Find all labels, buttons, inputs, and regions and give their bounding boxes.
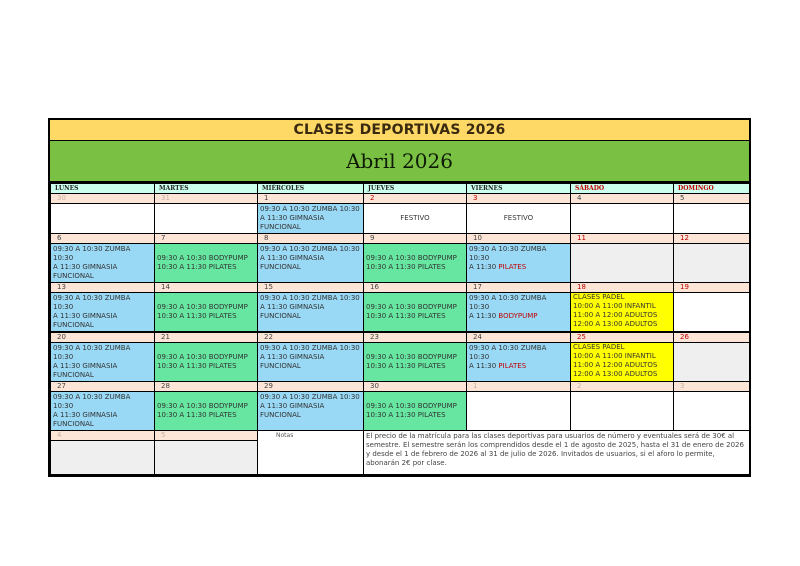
date-cell: 5 [674,194,750,204]
date-cell: 20 [51,332,155,343]
weekday-friday: VIERNES [467,184,571,194]
date-cell: 11 [571,234,674,244]
class-cell-bodypump [155,392,258,431]
date-row [51,431,750,441]
class-line: 09:30 A 10:30 BODYPUMP [157,353,248,361]
class-line: 09:30 A 10:30 BODYPUMP [157,303,248,311]
date-cell: 8 [258,234,364,244]
class-cell-zumba [258,392,364,431]
class-line: 09:30 A 10:30 BODYPUMP [157,254,248,262]
class-line: 09:30 A 10:30 ZUMBA 10:30 [260,294,360,302]
class-line: 09:30 A 10:30 ZUMBA 10:30 [260,245,360,253]
class-line: 12:00 A 13:00 ADULTOS [573,320,658,328]
class-line: A 11:30 GIMNASIA [53,411,118,419]
class-line: A 11:30 GIMNASIA [260,254,325,262]
class-cell-empty [674,343,750,382]
class-cell-bodypump [364,293,467,333]
date-cell: 30 [364,382,467,392]
date-cell: 17 [467,283,571,293]
class-line: FUNCIONAL [260,223,301,231]
calendar-sheet [48,118,751,477]
date-cell: 27 [51,382,155,392]
holiday-cell: FESTIVO [467,204,571,234]
class-cell-bodypump [364,392,467,431]
date-cell: 28 [155,382,258,392]
class-cell-empty [571,204,674,234]
weekday-thursday: JUEVES [364,184,467,194]
class-line: 09:30 A 10:30 BODYPUMP [366,303,457,311]
date-cell: 4 [571,194,674,204]
class-line: 10:30 A 11:30 PILATES [366,411,446,419]
class-cell-empty [571,244,674,283]
class-line: A 11:30 GIMNASIA [53,312,118,320]
class-line: 09:30 A 10:30 ZUMBA 10:30 [53,393,131,410]
class-line: FUNCIONAL [260,312,301,320]
class-cell-zumba [258,343,364,382]
date-cell: 7 [155,234,258,244]
weekday-wednesday: MIÉRCOLES [258,184,364,194]
class-cell-zumba [51,343,155,382]
class-row [51,392,750,431]
date-cell: 3 [467,194,571,204]
class-cell-bodypump [364,244,467,283]
class-line: A 11:30 GIMNASIA [260,214,325,222]
class-line: FUNCIONAL [260,362,301,370]
date-row [51,382,750,392]
date-row [51,283,750,293]
date-cell: 16 [364,283,467,293]
document-title: CLASES DEPORTIVAS 2026 [50,120,749,141]
class-line: CLASES PADEL [573,293,625,301]
class-cell-empty [674,204,750,234]
class-cell-zumba [51,244,155,283]
class-cell-empty [571,392,674,431]
class-cell-bodypump [155,343,258,382]
class-name-highlight: PILATES [498,362,527,370]
class-line: A 11:30 BODYPUMP [469,312,538,320]
date-cell: 4 [51,431,155,441]
class-line: 09:30 A 10:30 ZUMBA 10:30 [53,344,131,361]
class-cell-empty [674,293,750,333]
class-row [51,293,750,333]
date-cell: 10 [467,234,571,244]
class-line: 11:00 A 12:00 ADULTOS [573,311,658,319]
class-cell-bodypump [364,343,467,382]
class-row [51,343,750,382]
class-line: 10:30 A 11:30 PILATES [157,362,237,370]
calendar-grid [50,183,750,475]
date-cell: 5 [155,431,258,441]
class-line: 10:30 A 11:30 PILATES [157,263,237,271]
weekday-header-row [51,184,750,194]
class-cell-empty [674,244,750,283]
class-line: 09:30 A 10:30 BODYPUMP [366,402,457,410]
date-cell: 9 [364,234,467,244]
holiday-cell: FESTIVO [364,204,467,234]
date-cell: 1 [258,194,364,204]
date-cell: 21 [155,332,258,343]
class-line: 10:30 A 11:30 PILATES [366,312,446,320]
class-line: 10:30 A 11:30 PILATES [366,362,446,370]
class-line: 09:30 A 10:30 ZUMBA 10:30 [469,344,547,361]
notes-label: Notas [276,432,294,439]
class-line: FUNCIONAL [260,263,301,271]
date-cell: 1 [467,382,571,392]
class-line: FUNCIONAL [53,420,94,428]
class-line: FUNCIONAL [53,371,94,379]
class-row [51,204,750,234]
class-line: 09:30 A 10:30 BODYPUMP [366,353,457,361]
date-cell: 30 [51,194,155,204]
class-cell-bodypump [155,244,258,283]
date-cell: 22 [258,332,364,343]
class-line: 09:30 A 10:30 ZUMBA 10:30 [260,344,360,352]
class-line: 10:30 A 11:30 PILATES [366,263,446,271]
class-line: 09:30 A 10:30 ZUMBA 10:30 [53,245,131,262]
class-cell-zumba [51,392,155,431]
class-cell-empty [51,441,155,475]
date-cell: 3 [674,382,750,392]
class-cell-zumba [51,293,155,333]
class-line: A 11:30 GIMNASIA [260,402,325,410]
class-cell-empty [467,392,571,431]
month-title: Abril 2026 [50,141,749,183]
class-name-highlight: PILATES [498,263,527,271]
class-line: 10:30 A 11:30 PILATES [157,411,237,419]
class-cell-zumba [467,293,571,333]
class-row [51,244,750,283]
date-cell: 19 [674,283,750,293]
class-line: 09:30 A 10:30 ZUMBA 10:30 [260,393,360,401]
weekday-tuesday: MARTES [155,184,258,194]
date-cell: 25 [571,332,674,343]
date-cell: 2 [571,382,674,392]
class-line: 10:30 A 11:30 PILATES [157,312,237,320]
class-cell-empty [155,204,258,234]
class-cell-padel [571,293,674,333]
class-line: 09:30 A 10:30 ZUMBA 10:30 [260,205,360,213]
notes-text: El precio de la matrícula para las clases deportivas para usuarios de número y eventuales será de 30€ al semestre. El semestre serán los comprendidos desde el 1 de agosto de 2025, hasta el 31 de enero de 2026 y desde el 1 de febrero de 2026 al 31 de julio de 2026. Invitados de usuarios, si el aforo lo permite, abonarán 2€ por clase. [364,431,750,475]
class-line: 11:00 A 12:00 ADULTOS [573,361,658,369]
date-cell: 13 [51,283,155,293]
class-line: A 11:30 GIMNASIA [53,362,118,370]
notes-label-cell [258,431,364,475]
class-cell-padel [571,343,674,382]
class-line: 10:00 A 11:00 INFANTIL [573,302,656,310]
date-cell: 24 [467,332,571,343]
class-line: A 11:30 GIMNASIA [53,263,118,271]
class-cell-zumba [467,343,571,382]
class-line: 09:30 A 10:30 BODYPUMP [366,254,457,262]
class-line: 09:30 A 10:30 ZUMBA 10:30 [469,245,547,262]
date-row [51,332,750,343]
date-cell: 2 [364,194,467,204]
class-cell-empty [674,392,750,431]
class-line: FUNCIONAL [53,321,94,329]
class-line: A 11:30 PILATES [469,263,527,271]
class-cell-zumba [258,244,364,283]
date-row [51,234,750,244]
class-line: 09:30 A 10:30 ZUMBA 10:30 [53,294,131,311]
class-line: A 11:30 GIMNASIA [260,303,325,311]
class-cell-zumba [467,244,571,283]
class-line: A 11:30 PILATES [469,362,527,370]
class-line: CLASES PADEL [573,343,625,351]
date-cell: 31 [155,194,258,204]
class-line: FUNCIONAL [53,272,94,280]
weekday-sunday: DOMINGO [674,184,750,194]
date-cell: 18 [571,283,674,293]
date-cell: 29 [258,382,364,392]
class-cell-empty [51,204,155,234]
date-cell: 23 [364,332,467,343]
class-cell-empty [155,441,258,475]
class-line: A 11:30 GIMNASIA [260,353,325,361]
class-name-highlight: BODYPUMP [498,312,538,320]
date-row [51,194,750,204]
class-line: 10:00 A 11:00 INFANTIL [573,352,656,360]
weekday-monday: LUNES [51,184,155,194]
date-cell: 26 [674,332,750,343]
class-line: 09:30 A 10:30 ZUMBA 10:30 [469,294,547,311]
class-cell-bodypump [155,293,258,333]
class-line: 09:30 A 10:30 BODYPUMP [157,402,248,410]
date-cell: 15 [258,283,364,293]
date-cell: 14 [155,283,258,293]
class-line: FUNCIONAL [260,411,301,419]
date-cell: 6 [51,234,155,244]
date-cell: 12 [674,234,750,244]
class-line: 12:00 A 13:00 ADULTOS [573,370,658,378]
weekday-saturday: SÁBADO [571,184,674,194]
class-cell-zumba [258,293,364,333]
class-cell-zumba [258,204,364,234]
